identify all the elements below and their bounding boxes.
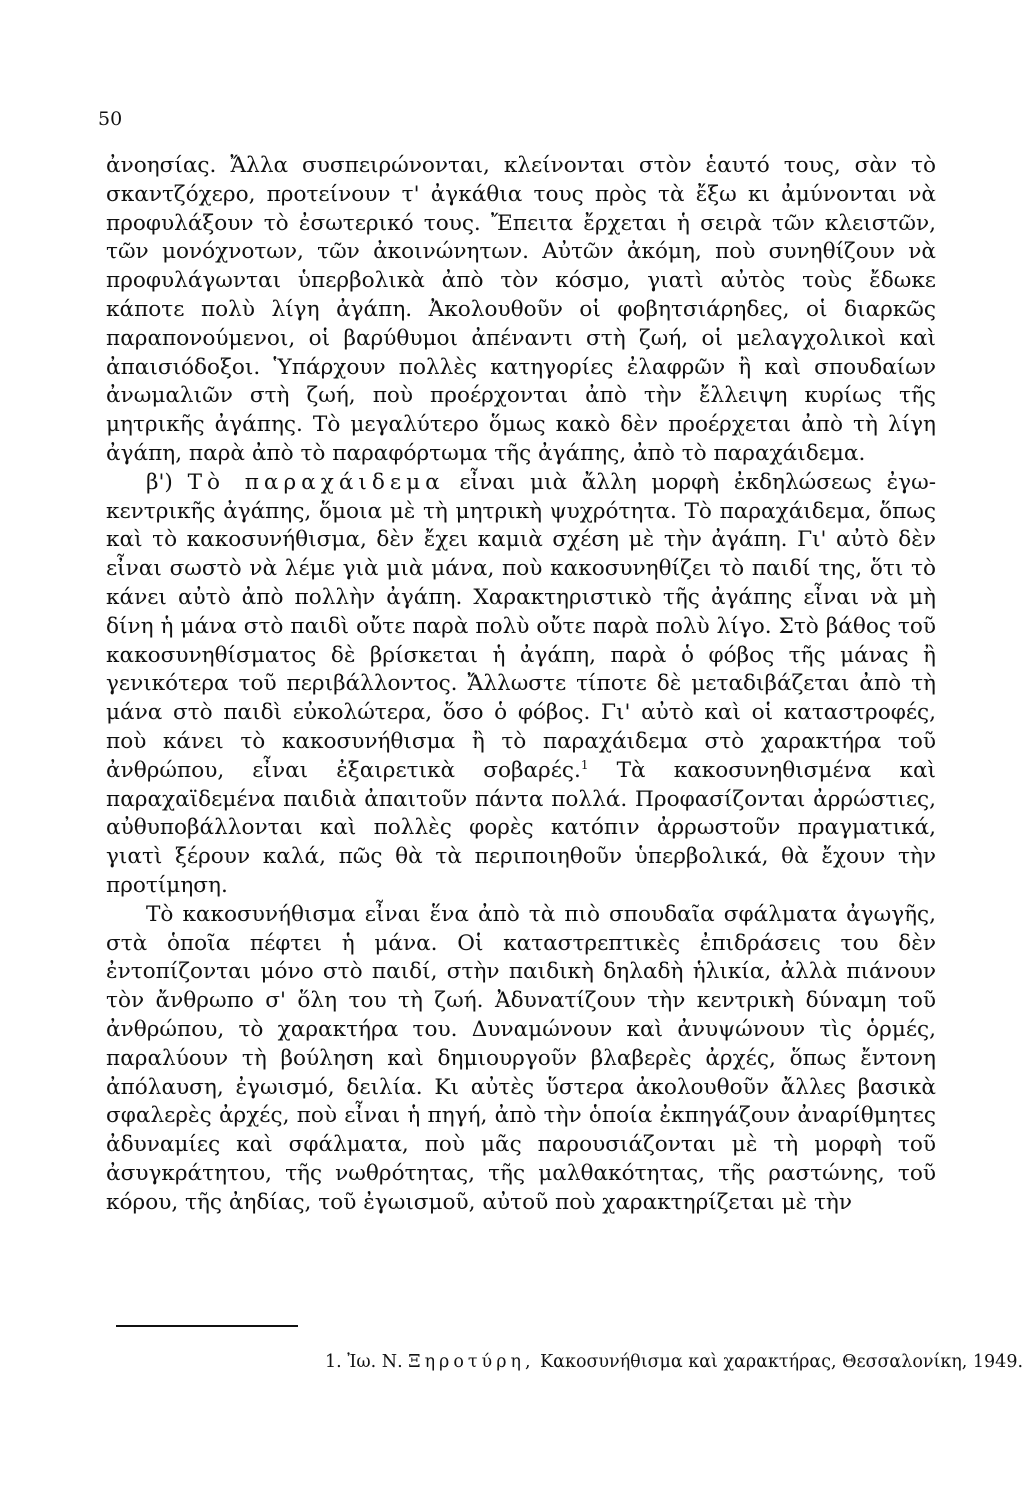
paragraph-2	[106, 469, 936, 901]
page-number: 50	[98, 108, 123, 130]
section-label: β')	[146, 469, 173, 495]
footnote-rule	[116, 1325, 298, 1327]
footnote-title: Κακοσυνήθισμα καὶ χαρακτήρας, Θεσσαλονίκη, 1949.	[540, 1352, 1023, 1372]
body-text	[106, 152, 936, 1217]
footnote	[325, 1350, 1023, 1374]
footnote-author-initial: Ἰω. Ν.	[347, 1352, 403, 1372]
footnote-number: 1.	[325, 1352, 342, 1372]
spaced-term: Τὸ παραχάιδεμα	[187, 469, 445, 495]
footnote-marker: 1	[580, 757, 589, 772]
paragraph-2-text-after-note: Τὰ κακοσυνηθισμένα καὶ παραχαϊδεμένα παιδιὰ ἀπαιτοῦν πάντα πολλά. Προφασίζονται ἀρρώστιες, αὐθυποβάλλονται καὶ πολλὲς φορὲς κατόπιν ἀρρωστοῦν πραγματικά, γιατὶ ξέρουν καλά, πῶς θὰ τὰ περιποιηθοῦν ὑπερβολικά, θὰ ἔχουν τὴν προτίμηση.	[106, 757, 936, 898]
footnote-author-surname: Ξηροτύρη,	[408, 1352, 535, 1372]
paragraph-1: ἀνοησίας. Ἄλλα συσπειρώνονται, κλείνονται στὸν ἑαυτό τους, σὰν τὸ σκαντζόχερο, προτείνουν τ' ἀγκάθια τους πρὸς τὰ ἔξω κι ἀμύνονται νὰ προφυλάξουν τὸ ἐσωτερικό τους. Ἔπειτα ἔρχεται ἡ σειρὰ τῶν κλειστῶν, τῶν μονόχνοτων, τῶν ἀκοινώνητων. Αὐτῶν ἀκόμη, ποὺ συνηθίζουν νὰ προφυλάγωνται ὑπερβολικὰ ἀπὸ τὸν κόσμο, γιατὶ αὐτὸς τοὺς ἔδωκε κάποτε πολὺ λίγη ἀγάπη. Ἀκολουθοῦν οἱ φοβητσιάρηδες, οἱ διαρκῶς παραπονούμενοι, οἱ βαρύθυμοι ἀπέναντι στὴ ζωή, οἱ μελαγχολικοὶ καὶ ἀπαισιόδοξοι. Ὑπάρχουν πολλὲς κατηγορίες ἐλαφρῶν ἢ καὶ σπουδαίων ἀνωμαλιῶν στὴ ζωή, ποὺ προέρχονται ἀπὸ τὴν ἔλλειψη κυρίως τῆς μητρικῆς ἀγάπης. Τὸ μεγαλύτερο ὅμως κακὸ δὲν προέρχεται ἀπὸ τὴ λίγη ἀγάπη, παρὰ ἀπὸ τὸ παραφόρτωμα τῆς ἀγάπης, ἀπὸ τὸ παραχάιδεμα.	[106, 153, 936, 466]
paragraph-2-text-before-note: εἶναι μιὰ ἄλλη μορφὴ ἐκδηλώσεως ἐγωκεντρικῆς ἀγάπης, ὅμοια μὲ τὴ μητρικὴ ψυχρότητα. Τὸ παραχάιδεμα, ὅπως καὶ τὸ κακοσυνήθισμα, δὲν ἔχει καμιὰ σχέση μὲ τὴν ἀγάπη. Γι' αὐτὸ δὲν εἶναι σωστὸ νὰ λέμε γιὰ μιὰ μάνα, ποὺ κακοσυνηθίζει τὸ παιδί της, ὅτι τὸ κάνει αὐτὸ ἀπὸ πολλὴν ἀγάπη. Χαρακτηριστικὸ τῆς ἀγάπης εἶναι νὰ μὴ δίνη ἡ μάνα στὸ παιδὶ οὔτε παρὰ πολὺ οὔτε παρὰ πολὺ λίγο. Στὸ βάθος τοῦ κακοσυνηθίσματος δὲ βρίσκεται ἡ ἀγάπη, παρὰ ὁ φόβος τῆς μάνας ἢ γενικότερα τοῦ περιβάλλοντος. Ἄλλωστε τίποτε δὲ μεταδιβάζεται ἀπὸ τὴ μάνα στὸ παιδὶ εὐκολώτερα, ὅσο ὁ φόβος. Γι' αὐτὸ καὶ οἱ καταστροφές, ποὺ κάνει τὸ κακοσυνήθισμα ἢ τὸ παραχάιδεμα στὸ χαρακτήρα τοῦ ἀνθρώπου, εἶναι ἐξαιρετικὰ σοβαρές.	[106, 469, 936, 783]
paragraph-3: Τὸ κακοσυνήθισμα εἶναι ἕνα ἀπὸ τὰ πιὸ σπουδαῖα σφάλματα ἀγωγῆς, στὰ ὁποῖα πέφτει ἡ μάνα. Οἱ καταστρεπτικὲς ἐπιδράσεις του δὲν ἐντοπίζονται μόνο στὸ παιδί, στὴν παιδικὴ δηλαδὴ ἡλικία, ἀλλὰ πιάνουν τὸν ἄνθρωπο σ' ὅλη του τὴ ζωή. Ἀδυνατίζουν τὴν κεντρικὴ δύναμη τοῦ ἀνθρώπου, τὸ χαρακτήρα του. Δυναμώνουν καὶ ἀνυψώνουν τὶς ὁρμές, παραλύουν τὴ βούληση καὶ δημιουργοῦν βλαβερὲς ἀρχές, ὅπως ἔντονη ἀπόλαυση, ἐγωισμό, δειλία. Κι αὐτὲς ὕστερα ἀκολουθοῦν ἄλλες βασικὰ σφαλερὲς ἀρχές, ποὺ εἶναι ἡ πηγή, ἀπὸ τὴν ὁποία ἐκπηγάζουν ἀναρίθμητες ἀδυναμίες καὶ σφάλματα, ποὺ μᾶς παρουσιάζονται μὲ τὴ μορφὴ τοῦ ἀσυγκράτητου, τῆς νωθρότητας, τῆς μαλθακότητας, τῆς ραστώνης, τοῦ κόρου, τῆς ἀηδίας, τοῦ ἐγωισμοῦ, αὐτοῦ ποὺ χαρακτηρίζεται μὲ τὴν	[106, 901, 936, 1215]
